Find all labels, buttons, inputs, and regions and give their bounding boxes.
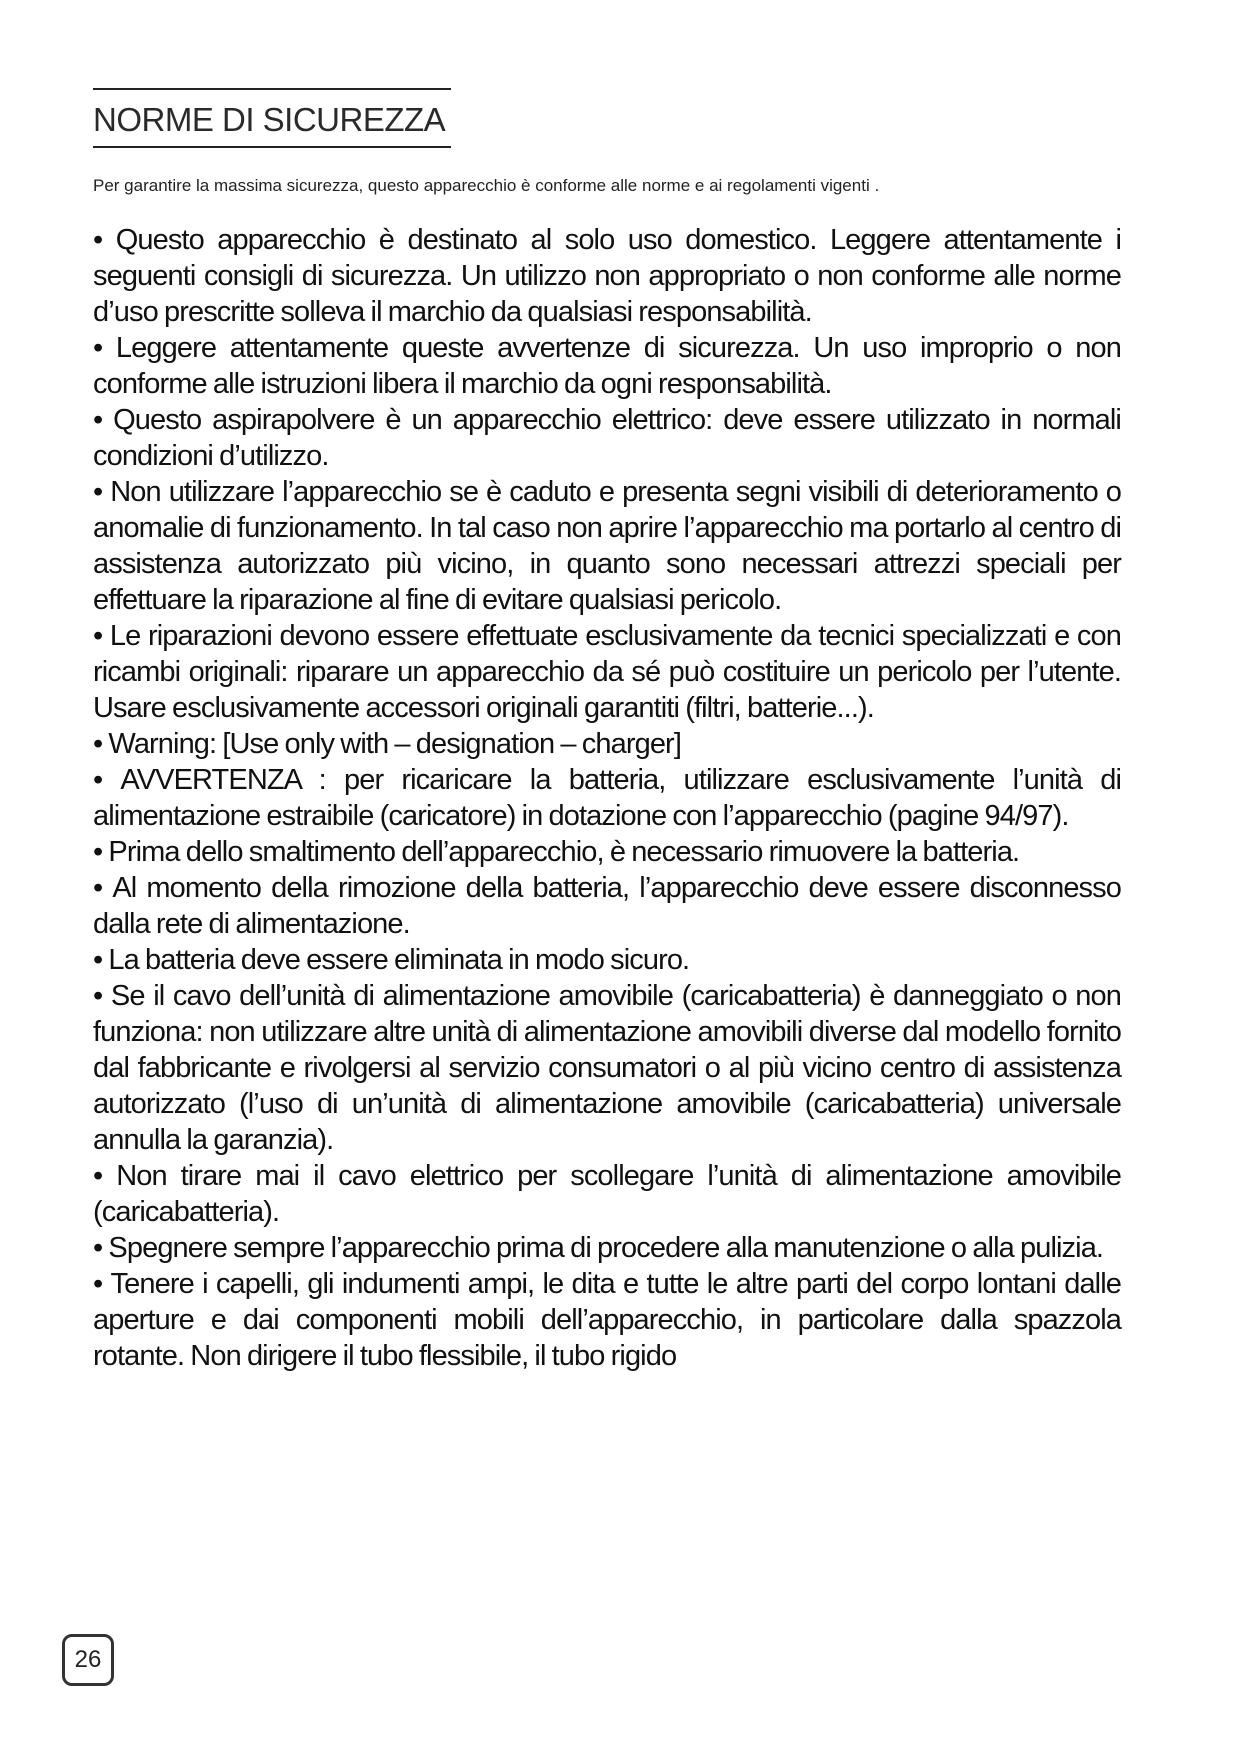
safety-list: [93, 222, 1121, 1374]
safety-item: • La batteria deve essere eliminata in modo sicuro.: [93, 942, 1121, 978]
safety-item: • Se il cavo dell’unità di alimentazione amovibile (caricabatteria) è danneggiato o non funziona: non utilizzare altre unità di alimentazione amovibili diverse dal modello fornito dal fabbricante e rivolgersi al servizio consumatori o al più vicino centro di assistenza autorizzato (l’uso di un’unità di alimentazione amovibile (caricabatteria) universale annulla la garanzia).: [93, 978, 1121, 1158]
safety-item: • Leggere attentamente queste avvertenze di sicurezza. Un uso improprio o non conforme alle istruzioni libera il marchio da ogni responsabilità.: [93, 330, 1121, 402]
safety-item: • Non tirare mai il cavo elettrico per scollegare l’unità di alimentazione amovibile (caricabatteria).: [93, 1158, 1121, 1230]
title-block: [93, 88, 451, 148]
safety-item: • Questo apparecchio è destinato al solo uso domestico. Leggere attentamente i seguenti consigli di sicurezza. Un utilizzo non appropriato o non conforme alle norme d’uso prescritte solleva il marchio da qualsiasi responsabilità.: [93, 222, 1121, 330]
safety-item: • Le riparazioni devono essere effettuate esclusivamente da tecnici specializzati e con ricambi originali: riparare un apparecchio da sé può costituire un pericolo per l’utente. Usare esclusivamente accessori originali garantiti (filtri, batterie...).: [93, 618, 1121, 726]
intro-text: Per garantire la massima sicurezza, questo apparecchio è conforme alle norme e ai regolamenti vigenti .: [93, 176, 880, 195]
safety-item: • Questo aspirapolvere è un apparecchio elettrico: deve essere utilizzato in normali condizioni d’utilizzo.: [93, 402, 1121, 474]
safety-item: • Warning: [Use only with – designation – charger]: [93, 726, 1121, 762]
safety-item: • Spegnere sempre l’apparecchio prima di procedere alla manutenzione o alla pulizia.: [93, 1230, 1121, 1266]
safety-item: • Non utilizzare l’apparecchio se è caduto e presenta segni visibili di deterioramento o anomalie di funzionamento. In tal caso non aprire l’apparecchio ma portarlo al centro di assistenza autorizzato più vicino, in quanto sono necessari attrezzi speciali per effettuare la riparazione al fine di evitare qualsiasi pericolo.: [93, 474, 1121, 618]
page-title: NORME DI SICUREZZA: [93, 101, 446, 138]
safety-item: • Prima dello smaltimento dell’apparecchio, è necessario rimuovere la batteria.: [93, 834, 1121, 870]
safety-item: • AVVERTENZA : per ricaricare la batteria, utilizzare esclusivamente l’unità di alimentazione estraibile (caricatore) in dotazione con l’apparecchio (pagine 94/97).: [93, 762, 1121, 834]
safety-item: • Tenere i capelli, gli indumenti ampi, le dita e tutte le altre parti del corpo lontani dalle aperture e dai componenti mobili dell’apparecchio, in particolare dalla spazzola rotante. Non dirigere il tubo flessibile, il tubo rigido: [93, 1266, 1121, 1374]
safety-item: • Al momento della rimozione della batteria, l’apparecchio deve essere disconnesso dalla rete di alimentazione.: [93, 870, 1121, 942]
page-number: 26: [62, 1634, 114, 1686]
